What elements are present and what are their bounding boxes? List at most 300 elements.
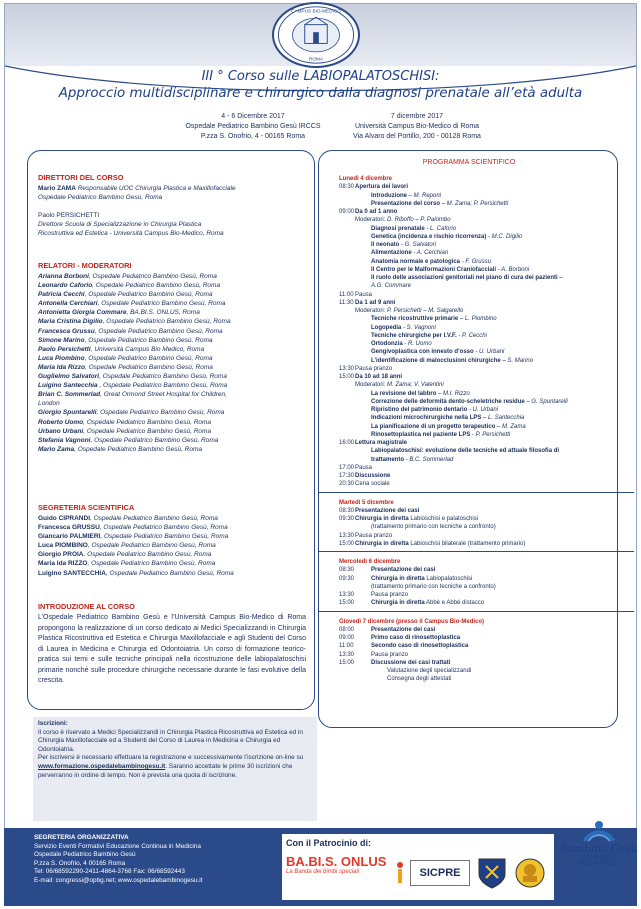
- program-row: [339, 464, 614, 472]
- program-speaker: - P. Persichetti: [470, 431, 511, 438]
- program-item: Labioschisi bilaterale (trattamento primario): [408, 540, 526, 547]
- org-line: Servizio Eventi Formativi Educazione Continua in Medicina: [34, 842, 201, 850]
- brand-name: Bambino Gesù: [560, 843, 638, 855]
- program-row: [339, 365, 614, 373]
- person-affiliation: , BA.BI.S. ONLUS, Roma: [126, 309, 200, 317]
- program-time: 08:30: [339, 567, 355, 574]
- direttori-block: [38, 184, 312, 238]
- venue-opbg-address: P.zza S. Onofrio, 4 - 00165 Roma: [200, 133, 306, 140]
- person-row: [38, 550, 312, 559]
- program-row: [339, 183, 614, 191]
- program-item: Pausa pranzo: [355, 365, 393, 372]
- person-row: [38, 427, 312, 436]
- person-affiliation: , Ospedale Pediatrico Bambino Gesù, Roma: [74, 445, 203, 453]
- program-list: [339, 175, 614, 684]
- person-affiliation: , Ospedale Pediatrico Bambino Gesù, Roma: [83, 427, 212, 435]
- program-item: Logopedia: [371, 324, 402, 331]
- person-affiliation: , Università Campus Bio Medico, Roma: [90, 345, 205, 353]
- person-row: [38, 523, 312, 532]
- day-divider: [319, 551, 634, 555]
- person-affiliation: , Ospedale Pediatrico Bambino Gesù, Roma: [87, 542, 216, 550]
- program-row: [339, 315, 614, 323]
- program-time: 15:00: [339, 374, 355, 380]
- program-item: Presentazione dei casi: [371, 567, 436, 574]
- program-item: Genetica (incidenza e rischio ricorrenza): [371, 233, 487, 240]
- person-row: [38, 569, 312, 578]
- person-row: [38, 299, 312, 308]
- program-row: [339, 523, 614, 531]
- program-item: Secondo caso di rinosettoplastica: [371, 643, 469, 650]
- program-item: Diagnosi prenatale: [371, 225, 425, 232]
- program-item: Anatomia normale e patologica: [371, 258, 461, 265]
- org-contacts[interactable]: E-mail: congressi@opbg.net; www.ospedalebambinogesu.it: [34, 876, 203, 884]
- program-row: [339, 599, 614, 607]
- program-time: 11:00: [339, 291, 354, 298]
- person-name: Giancarlo PALMIERI: [38, 533, 101, 541]
- program-item: Alimentazione: [371, 250, 412, 257]
- program-speaker: M. Zama; V. Valentini: [387, 382, 444, 389]
- person-row: [38, 308, 312, 317]
- program-time: 15:00: [339, 659, 355, 666]
- person-row: [38, 317, 312, 326]
- person-row: [38, 436, 312, 445]
- person-name: Antonella Cerchiari: [38, 300, 98, 308]
- person-affiliation: , Ospedale Pediatrico Bambino Gesù, Roma: [83, 418, 212, 426]
- program-row: [339, 208, 614, 216]
- program-item: Presentazione del corso: [371, 200, 441, 207]
- program-time: 17:00: [339, 464, 355, 471]
- program-item: Labioschisi e palatoschisi: [408, 516, 479, 522]
- person-name: Maria Cristina Digilio: [38, 318, 103, 326]
- person-affiliation: , Ospedale Pediatrico Bambino Gesù, Roma: [88, 273, 217, 280]
- person-row: [38, 559, 312, 568]
- person-name: Leonardo Caforio: [38, 282, 93, 290]
- relatori-list: [38, 272, 312, 454]
- program-time: 09:30: [339, 575, 355, 582]
- program-item: Rinosettoplastica nel paziente LPS: [371, 431, 471, 438]
- person-row: [38, 327, 312, 336]
- program-row: [339, 480, 614, 488]
- direttori-heading: DIRETTORI DEL CORSO: [38, 173, 124, 182]
- person-affiliation: , Ospedale Pediatrico Bambino Gesù, Roma: [105, 569, 234, 577]
- person-row: [38, 445, 312, 454]
- program-item: Pausa pranzo: [355, 532, 393, 539]
- program-row: [339, 216, 614, 224]
- person-affiliation: , Great Ormond Street Hospital for Children,: [100, 391, 227, 399]
- program-row: [339, 324, 614, 332]
- iscrizioni-heading: Iscrizioni:: [38, 720, 68, 727]
- day-heading: Lunedì 4 dicembre: [339, 176, 393, 182]
- person-affiliation: , Ospedale Pediatrico Bambino Gesù, Roma: [84, 336, 213, 344]
- program-row: [339, 241, 614, 249]
- program-item: Cena sociale: [355, 481, 390, 488]
- person-name: Stefania Vagnoni: [38, 436, 91, 444]
- program-item: Moderatori:: [355, 217, 388, 224]
- program-time: 08:30: [339, 507, 355, 514]
- person-row: [38, 532, 312, 541]
- program-row: [339, 532, 614, 540]
- person-affiliation: , Ospedale Pediatrico Bambino Gesù, Roma: [97, 300, 226, 308]
- person-name: Francesca Grussu: [38, 327, 95, 335]
- program-time: 13:30: [339, 532, 355, 539]
- program-speaker: P. Persichetti – M. Salgarello: [387, 308, 464, 314]
- program-item: Tecniche ricostruttive primarie: [371, 316, 459, 323]
- svg-text:ROMA: ROMA: [308, 56, 324, 62]
- person-name: Luca Piombino: [38, 354, 85, 362]
- program-row: [339, 566, 614, 574]
- person-name: Luigino SANTECCHIA: [38, 569, 106, 577]
- program-speaker: - R. Uomo: [402, 341, 432, 347]
- program-item: Ripristino del patrimonio dentario: [371, 407, 468, 413]
- program-speaker: – M.I. Rizzo: [436, 390, 470, 397]
- segreteria-list: [38, 514, 312, 578]
- program-speaker: – G. Spuntarelli: [524, 398, 568, 405]
- course-title: III ° Corso sulle LABIOPALATOSCHISI:: [201, 69, 440, 84]
- program-row: [339, 472, 614, 480]
- person-name: Patricia Cecchi: [38, 291, 85, 299]
- person-affiliation: , Ospedale Pediatrico Bambino Gesù, Roma: [99, 524, 228, 532]
- org-line: P.zza S. Onofrio, 4 00165 Roma: [34, 859, 126, 867]
- program-item: La pianificazione di un progetto terapeutico: [371, 423, 496, 430]
- program-row: [339, 274, 614, 282]
- person-row: [38, 399, 312, 408]
- day-heading: Mercoledì 6 dicembre: [339, 559, 401, 565]
- program-row: [339, 233, 614, 241]
- program-box: [318, 150, 618, 728]
- program-item: Tecniche chirurgiche per I.V.F.: [371, 332, 457, 339]
- program-item: Pausa: [355, 464, 373, 471]
- person-affiliation: London: [38, 400, 60, 408]
- day-divider: [319, 492, 634, 496]
- program-item: Lettura magistrale: [355, 440, 408, 446]
- program-time: 11:30: [339, 299, 354, 306]
- program-row: [339, 266, 614, 274]
- person-name: Mario Zama: [38, 445, 75, 453]
- venue-opbg: [168, 112, 338, 142]
- program-speaker: - B.C. Sommerlad: [404, 456, 454, 463]
- director-2-role-2: Ricostruttiva ed Estetica - Università Campus Bio-Medico, Roma: [38, 230, 224, 238]
- program-item: Discussione dei casi trattati: [371, 659, 451, 666]
- person-row: [38, 290, 312, 299]
- course-subtitle: Approccio multidisciplinare e chirurgico dalla diagnosi prenatale all’età adulta: [58, 86, 583, 101]
- program-speaker: - A. Cerchiari: [411, 250, 449, 257]
- left-info-box: [27, 150, 315, 710]
- university-logo: [272, 2, 360, 68]
- registration-link[interactable]: www.formazione.ospedalebambinogesu.it: [38, 762, 166, 770]
- program-item: Pausa pranzo: [371, 592, 409, 598]
- program-row: [339, 291, 614, 299]
- program-item: Ortodonzia: [371, 341, 403, 347]
- person-affiliation: , Ospedale Pediatrico Bambino Gesù, Roma: [90, 515, 218, 522]
- program-row: [339, 675, 614, 683]
- program-row: [339, 431, 614, 439]
- program-row: [339, 299, 614, 307]
- person-row: [38, 408, 312, 417]
- program-row: [339, 332, 614, 340]
- program-item: Da 0 ad 1 anno: [355, 209, 398, 215]
- program-item: Il Centro per le Malformazioni Craniofacciali: [371, 266, 497, 273]
- babis-logo: [286, 854, 394, 896]
- person-row: [38, 541, 312, 550]
- patrocinio-heading: Con il Patrocinio di:: [286, 838, 371, 848]
- babis-name: BA.BI.S. ONLUS: [286, 854, 387, 869]
- program-row: [339, 340, 614, 348]
- program-item: Chirurgia in diretta: [355, 516, 409, 522]
- person-name: Antonietta Giorgia Commare: [38, 309, 127, 317]
- director-1-name: Mario ZAMA: [38, 185, 76, 192]
- person-name: Giorgio PROIA: [38, 551, 84, 559]
- intro-heading: INTRODUZIONE AL CORSO: [38, 602, 135, 611]
- program-speaker: - L. Caforio: [424, 225, 457, 232]
- program-item: Labiopalatoschisi: evoluzione delle tecniche ed attuale filosofia di: [371, 448, 560, 455]
- program-row: [339, 423, 614, 431]
- segreteria-organizzativa: [34, 834, 284, 886]
- person-affiliation: , Ospedale Pediatrico Bambino Gesù, Roma: [84, 291, 213, 299]
- program-speaker: – S. Marino: [500, 357, 534, 364]
- program-item: Moderatori:: [355, 308, 388, 314]
- person-affiliation: , Ospedale Pediatrico Bambino Gesù, Roma: [100, 533, 229, 541]
- program-time: 17:30: [339, 473, 355, 479]
- program-row: [339, 659, 614, 667]
- org-line: Ospedale Pediatrico Bambino Gesù: [34, 851, 136, 859]
- person-row: [38, 354, 312, 363]
- program-item: Abbé e Abbé distacco: [424, 600, 485, 607]
- iscrizioni-text-2-wrap: [38, 754, 312, 780]
- program-row: [339, 515, 614, 523]
- person-affiliation: , Ospedale Pediatrico Bambino Gesù, Roma: [96, 409, 225, 417]
- program-time: 16:00: [339, 440, 355, 446]
- bambino-gesu-logo: [560, 815, 638, 875]
- iscrizioni-text-1: Il corso è riservato a Medici Specializzandi in Chirurgia Plastica Ricostruttiva ed Estetica ed in Chirurgia Maxillofacciale ed a Studenti del Corso di Laurea in Medicina e Chirurgia ed Odontoiatria.: [38, 728, 303, 753]
- program-row: [339, 282, 614, 290]
- person-name: Maria Ida Rizzo: [38, 363, 85, 371]
- program-speaker: - G. Salvatori: [399, 242, 437, 248]
- program-item: Il ruolo delle associazioni genitoriali nel piano di cura dei pazienti: [371, 275, 558, 281]
- program-item: Chirurgia in diretta: [355, 540, 409, 547]
- relatori-heading: RELATORI - MODERATORI: [38, 261, 132, 270]
- program-time: 15:00: [339, 600, 355, 607]
- program-row: [339, 398, 614, 406]
- person-name: Maria Ida RIZZO: [38, 560, 88, 568]
- brand-subtitle: OSPEDALE PEDIATRICO: [578, 855, 620, 867]
- program-row: [339, 507, 614, 515]
- day-heading: Martedì 5 dicembre: [339, 499, 394, 506]
- program-speaker: – L. Santecchia: [481, 415, 525, 422]
- program-speaker: – M. Reponi: [407, 192, 442, 199]
- program-row: [339, 583, 614, 591]
- program-item: La revisione del labbro: [371, 390, 437, 397]
- intro-text: L’Ospedale Pediatrico Bambino Gesù e l’Università Campus Bio-Medico di Roma propongono la realizzazione di un corso dedicato ai Medici Specializzandi in Chirurgia Plastica Ricostruttiva ed Estetica e Chirurgia Maxillofacciale e agli Studenti del Corso di Laurea in Medicina e Chirurgia ed Odontoiatria. Un corso di formazione teorico-pratica sui temi e sulle tecniche principali nella ricostruzione delle labiopalatoschisi primarie nonché sulle procedure chirurgiche necessarie durante le fasi evolutive della crescita.: [38, 614, 306, 684]
- venue-opbg-date: 4 - 6 Dicembre 2017: [221, 113, 285, 120]
- program-row: [339, 414, 614, 422]
- program-row: [339, 634, 614, 642]
- director-1-place: Ospedale Pediatrico Bambino Gesù, Roma: [38, 194, 163, 202]
- program-row: [339, 626, 614, 634]
- program-speaker: - P. Cecchi: [456, 332, 487, 339]
- program-speaker: A.G. Commare: [371, 283, 412, 290]
- program-item: (trattamento primario con tecniche a confronto): [371, 524, 496, 531]
- program-item: Primo caso di rinosettoplastica: [371, 635, 461, 641]
- program-speaker: – M. Zama: [495, 423, 526, 430]
- person-affiliation: , Ospedale Pediatrico Bambino Gesù, Roma: [87, 560, 216, 568]
- venue-campus-name: Università Campus Bio-Medico di Roma: [354, 123, 480, 130]
- program-item: L’identificazione di malocclusioni chirurgiche: [371, 357, 501, 364]
- program-row: [339, 200, 614, 208]
- program-time: 08:00: [339, 626, 355, 633]
- director-1-role: Responsabile UOC Chirurgia Plastica e Maxillofacciale: [75, 185, 236, 192]
- person-name: Francesca GRUSSU: [38, 524, 100, 532]
- venue-opbg-name: Ospedale Pediatrico Bambino Gesù IRCCS: [185, 123, 321, 130]
- person-affiliation: , Ospedale Pediatrico Bambino Gesù, Roma: [83, 551, 212, 559]
- person-row: [38, 372, 312, 381]
- program-row: [339, 456, 614, 464]
- crest-icon: [476, 856, 508, 890]
- program-item: Discussione: [355, 473, 391, 479]
- person-row: [38, 336, 312, 345]
- patrocinio-panel: [282, 834, 554, 900]
- person-affiliation: , Ospedale Pediatrico Bambino Gesù, Roma: [99, 373, 227, 381]
- person-name: Paolo Persichetti: [38, 345, 91, 353]
- program-item: Chirurgia in diretta: [371, 600, 425, 607]
- program-row: [339, 249, 614, 257]
- program-item: Pausa: [355, 291, 373, 298]
- program-row: [339, 591, 614, 599]
- program-item: Da 10 ad 18 anni: [355, 374, 403, 380]
- person-row: [38, 381, 312, 390]
- venue-campus: [332, 112, 502, 142]
- svg-text:CAMPUS BIO-MEDICO: CAMPUS BIO-MEDICO: [291, 8, 341, 14]
- person-name: Guglielmo Salvatori: [38, 373, 100, 381]
- director-2-name: Paolo PERSICHETTI: [38, 212, 100, 220]
- person-name: Giorgio Spuntarelli: [38, 409, 97, 417]
- person-affiliation: , Ospedale Pediatrico Bambino Gesù, Roma: [92, 282, 221, 290]
- program-row: [339, 406, 614, 414]
- program-row: [339, 381, 614, 389]
- program-speaker: - S. Vagnoni: [401, 324, 436, 331]
- babis-slogan: La Banda dei bimbi speciali: [286, 869, 360, 875]
- heart-figures-icon: [394, 860, 406, 888]
- program-row: [339, 390, 614, 398]
- person-affiliation: , Ospedale Pediatrico Bambino Gesù, Roma: [84, 363, 213, 371]
- program-speaker: –: [557, 275, 563, 281]
- program-time: 13:30: [339, 651, 355, 658]
- person-row: [38, 281, 312, 290]
- program-item: Moderatori:: [355, 382, 388, 389]
- program-row: [339, 225, 614, 233]
- program-row: [339, 447, 614, 455]
- program-row: [339, 642, 614, 650]
- program-speaker: - F. Grussu: [460, 258, 491, 265]
- program-item: Labiopalatoschisi: [424, 575, 473, 582]
- program-item: Consegna degli attestati: [387, 676, 452, 683]
- venue-campus-date: 7 dicembre 2017: [390, 113, 444, 120]
- person-name: Urbano Urbani: [38, 427, 84, 435]
- program-row: [339, 651, 614, 659]
- venue-campus-address: Via Alvaro del Portillo, 200 - 00128 Roma: [353, 133, 481, 140]
- person-row: [38, 418, 312, 427]
- person-row: [38, 345, 312, 354]
- program-speaker: D. Riboffo – P. Palombo: [387, 217, 451, 224]
- program-row: [339, 348, 614, 356]
- person-row: [38, 390, 312, 399]
- lion-crest-icon: [514, 856, 546, 890]
- day-heading: Giovedì 7 dicembre (presso il Campus Bio-Medico): [339, 618, 485, 625]
- person-name: Luca PIOMBINO: [38, 542, 88, 550]
- person-affiliation: , Ospedale Pediatrico Bambino Gesù, Roma: [102, 318, 231, 326]
- program-item: Pausa pranzo: [371, 651, 409, 658]
- program-time: 08:30: [339, 184, 355, 191]
- program-row: [339, 540, 614, 548]
- program-speaker: - M.C. Digilio: [486, 233, 523, 240]
- sicpre-logo: SICPRE: [410, 860, 470, 886]
- program-item: Presentazione dei casi: [355, 507, 420, 514]
- iscrizioni-text-2: Per iscriversi è necessario effettuare la registrazione e successivamente l’iscrizione on-line su: [38, 754, 304, 762]
- person-name: Guido CIPRANDI: [38, 515, 90, 522]
- program-time: 09:00: [339, 209, 355, 215]
- org-heading: SEGRETERIA ORGANIZZATIVA: [34, 834, 129, 841]
- director-2-role-1: Direttore Scuola di Specializzazione in Chirurgia Plastica: [38, 221, 202, 229]
- program-time: 09:30: [339, 516, 355, 522]
- program-time: 13:30: [339, 592, 355, 598]
- person-row: [38, 272, 312, 281]
- program-speaker: – M. Zama; P. Persichetti: [440, 200, 509, 207]
- program-row: [339, 373, 614, 381]
- program-item: (trattamento primario con tecniche a confronto): [371, 583, 496, 590]
- program-row: [339, 439, 614, 447]
- iscrizioni-box: [33, 717, 317, 821]
- program-heading: PROGRAMMA SCIENTIFICO: [422, 159, 516, 166]
- program-item: Apertura dei lavori: [355, 184, 409, 191]
- org-line: Tel: 06/68592290-2411-4864-3768 Fax: 06/68592443: [34, 868, 185, 876]
- program-row: [339, 258, 614, 266]
- day-divider: [319, 611, 634, 615]
- iscrizioni-text-3: . Saranno accettate le prime 30 iscrizioni che perverranno in ordine di tempo. Non è prevista una quota di iscrizione.: [38, 762, 293, 779]
- program-speaker: - A. Borboni: [496, 266, 530, 273]
- program-item: Gengivoplastica con innesto d’osso: [371, 349, 474, 356]
- program-speaker: - U. Urbani: [473, 349, 505, 356]
- person-name: Luigino Santecchia: [38, 382, 98, 390]
- program-speaker: – L. Piombino: [458, 316, 497, 323]
- program-row: [339, 357, 614, 365]
- person-name: Simone Marino: [38, 336, 85, 344]
- program-item: Il neonato: [371, 242, 400, 248]
- program-item: Introduzione: [371, 192, 407, 199]
- person-row: [38, 514, 312, 523]
- person-affiliation: , Ospedale Pediatrico Bambino Gesù, Roma: [94, 327, 223, 335]
- program-time: 11:00: [339, 643, 354, 650]
- program-row: [339, 192, 614, 200]
- program-item: Valutazione degli specializzandi: [387, 668, 472, 674]
- person-affiliation: , Ospedale Pediatrico Bambino Gesù, Roma: [90, 436, 219, 444]
- bambino-gesu-emblem-icon: [582, 819, 616, 843]
- program-item: trattamento: [371, 456, 405, 463]
- program-item: Indicazioni microchirurgiche nella LPS: [371, 415, 482, 422]
- program-item: Da 1 ad 9 anni: [355, 299, 396, 306]
- person-affiliation: , Ospedale Pediatrico Bambino Gesù, Roma: [84, 354, 213, 362]
- person-affiliation: , Ospedale Pediatrico Bambino Gesù, Roma: [97, 382, 228, 390]
- program-item: Presentazione dei casi: [371, 626, 436, 633]
- program-speaker: - U. Urbani: [467, 407, 499, 413]
- program-row: [339, 667, 614, 675]
- program-item: Chirurgia in diretta: [371, 575, 425, 582]
- program-time: 09:00: [339, 635, 355, 641]
- program-item: Correzione delle deformità dento-scheletriche residue: [371, 398, 525, 405]
- person-row: [38, 363, 312, 372]
- segreteria-heading: SEGRETERIA SCIENTIFICA: [38, 503, 135, 512]
- program-time: 13:30: [339, 365, 355, 372]
- program-time: 15:00: [339, 540, 355, 547]
- program-row: [339, 575, 614, 583]
